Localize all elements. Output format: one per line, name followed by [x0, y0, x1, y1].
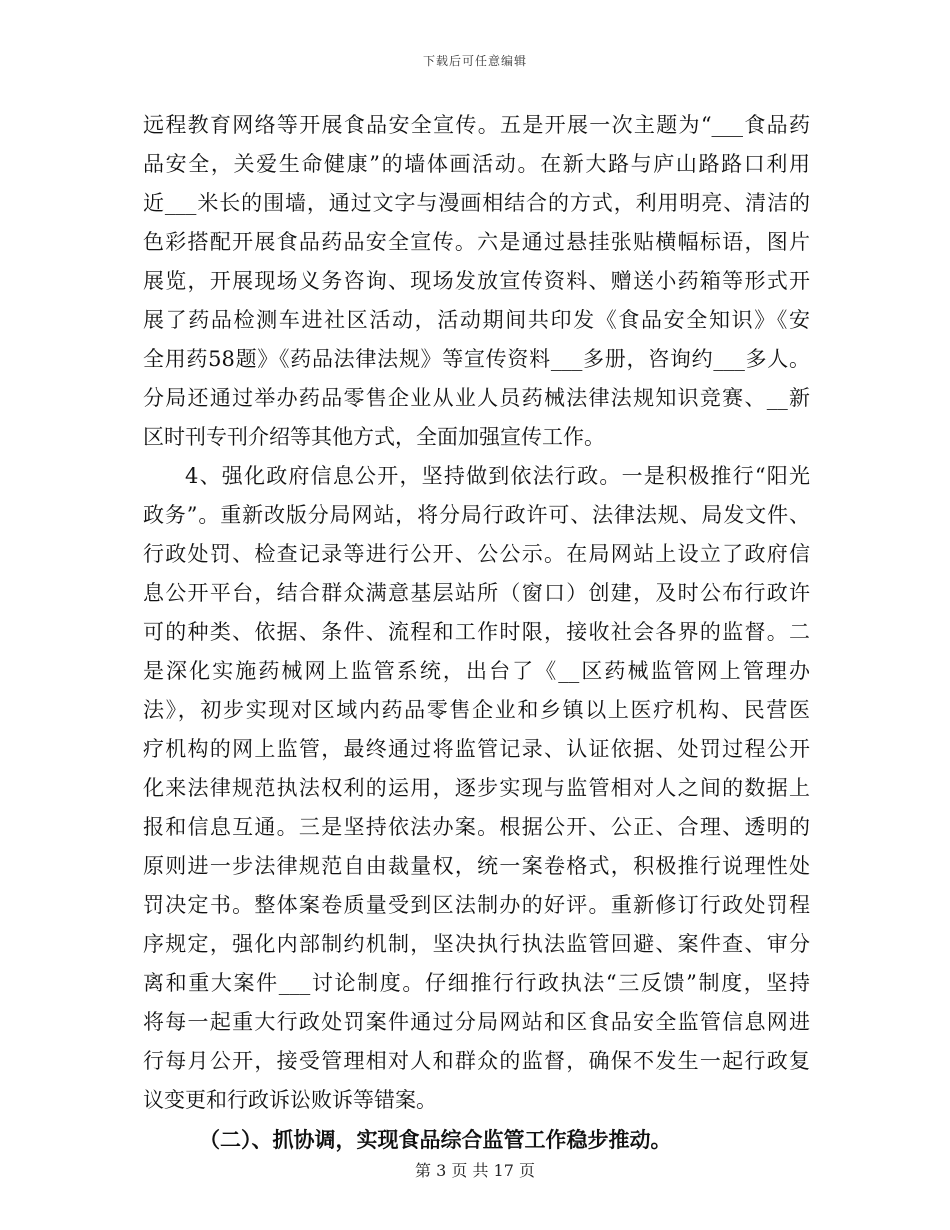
- paragraph-line: 远程教育网络等开展食品安全宣传。五是开展一次主题为“___食品药: [143, 113, 810, 137]
- paragraph-line: 议变更和行政诉讼败诉等错案。: [143, 1088, 437, 1112]
- paragraph-line: 展览，开展现场义务咨询、现场发放宣传资料、赠送小药箱等形式开: [143, 269, 810, 293]
- paragraph-line: 展了药品检测车进社区活动，活动期间共印发《食品安全知识》《安: [143, 308, 810, 332]
- document-body: [143, 106, 810, 1159]
- paragraph-line: 色彩搭配开展食品药品安全宣传。六是通过悬挂张贴横幅标语，图片: [143, 230, 810, 254]
- paragraph-line: 将每一起重大行政处罚案件通过分局网站和区食品安全监管信息网进: [143, 1010, 810, 1034]
- paragraph-line: 4、强化政府信息公开，坚持做到依法行政。一是积极推行“阳光: [185, 464, 810, 488]
- paragraph-line: 全用药58题》《药品法律法规》等宣传资料___多册，咨询约___多人。: [143, 347, 810, 371]
- paragraph-line: 行每月公开，接受管理相对人和群众的监督，确保不发生一起行政复: [143, 1049, 810, 1073]
- page-number: 第 3 页 共 17 页: [415, 1161, 535, 1180]
- paragraph-line: 疗机构的网上监管，最终通过将监管记录、认证依据、处罚过程公开: [143, 737, 810, 761]
- page-header: 下载后可任意编辑: [422, 54, 527, 68]
- paragraph-line: 罚决定书。整体案卷质量受到区法制办的好评。重新修订行政处罚程: [143, 893, 810, 917]
- paragraph-line: 化来法律规范执法权利的运用，逐步实现与监管相对人之间的数据上: [143, 776, 810, 800]
- paragraph-line: 行政处罚、检查记录等进行公开、公公示。在局网站上设立了政府信: [143, 542, 810, 566]
- paragraph-line: 区时刊专刊介绍等其他方式，全面加强宣传工作。: [143, 425, 605, 449]
- paragraph-line: 离和重大案件___讨论制度。仔细推行行政执法“三反馈”制度，坚持: [143, 971, 810, 995]
- paragraph-line: 是深化实施药械网上监管系统，出台了《__区药械监管网上管理办: [143, 659, 810, 683]
- paragraph-line: 品安全，关爱生命健康”的墙体画活动。在新大路与庐山路路口利用: [143, 152, 810, 176]
- paragraph-line: 息公开平台，结合群众满意基层站所（窗口）创建，及时公布行政许: [143, 581, 810, 605]
- section-heading: （二）、抓协调，实现食品综合监管工作稳步推动。: [199, 1127, 672, 1152]
- paragraph-line: 序规定，强化内部制约机制，坚决执行执法监管回避、案件查、审分: [143, 932, 810, 956]
- paragraph-line: 法》，初步实现对区域内药品零售企业和乡镇以上医疗机构、民营医: [143, 698, 810, 722]
- paragraph-line: 原则进一步法律规范自由裁量权，统一案卷格式，积极推行说理性处: [143, 854, 810, 878]
- paragraph-line: 近___米长的围墙，通过文字与漫画相结合的方式，利用明亮、清洁的: [143, 191, 810, 215]
- paragraph-line: 报和信息互通。三是坚持依法办案。根据公开、公正、合理、透明的: [143, 815, 810, 839]
- paragraph-line: 分局还通过举办药品零售企业从业人员药械法律法规知识竞赛、__新: [143, 386, 810, 410]
- paragraph-line: 政务”。重新改版分局网站，将分局行政许可、法律法规、局发文件、: [143, 503, 810, 527]
- paragraph-line: 可的种类、依据、条件、流程和工作时限，接收社会各界的监督。二: [143, 620, 810, 644]
